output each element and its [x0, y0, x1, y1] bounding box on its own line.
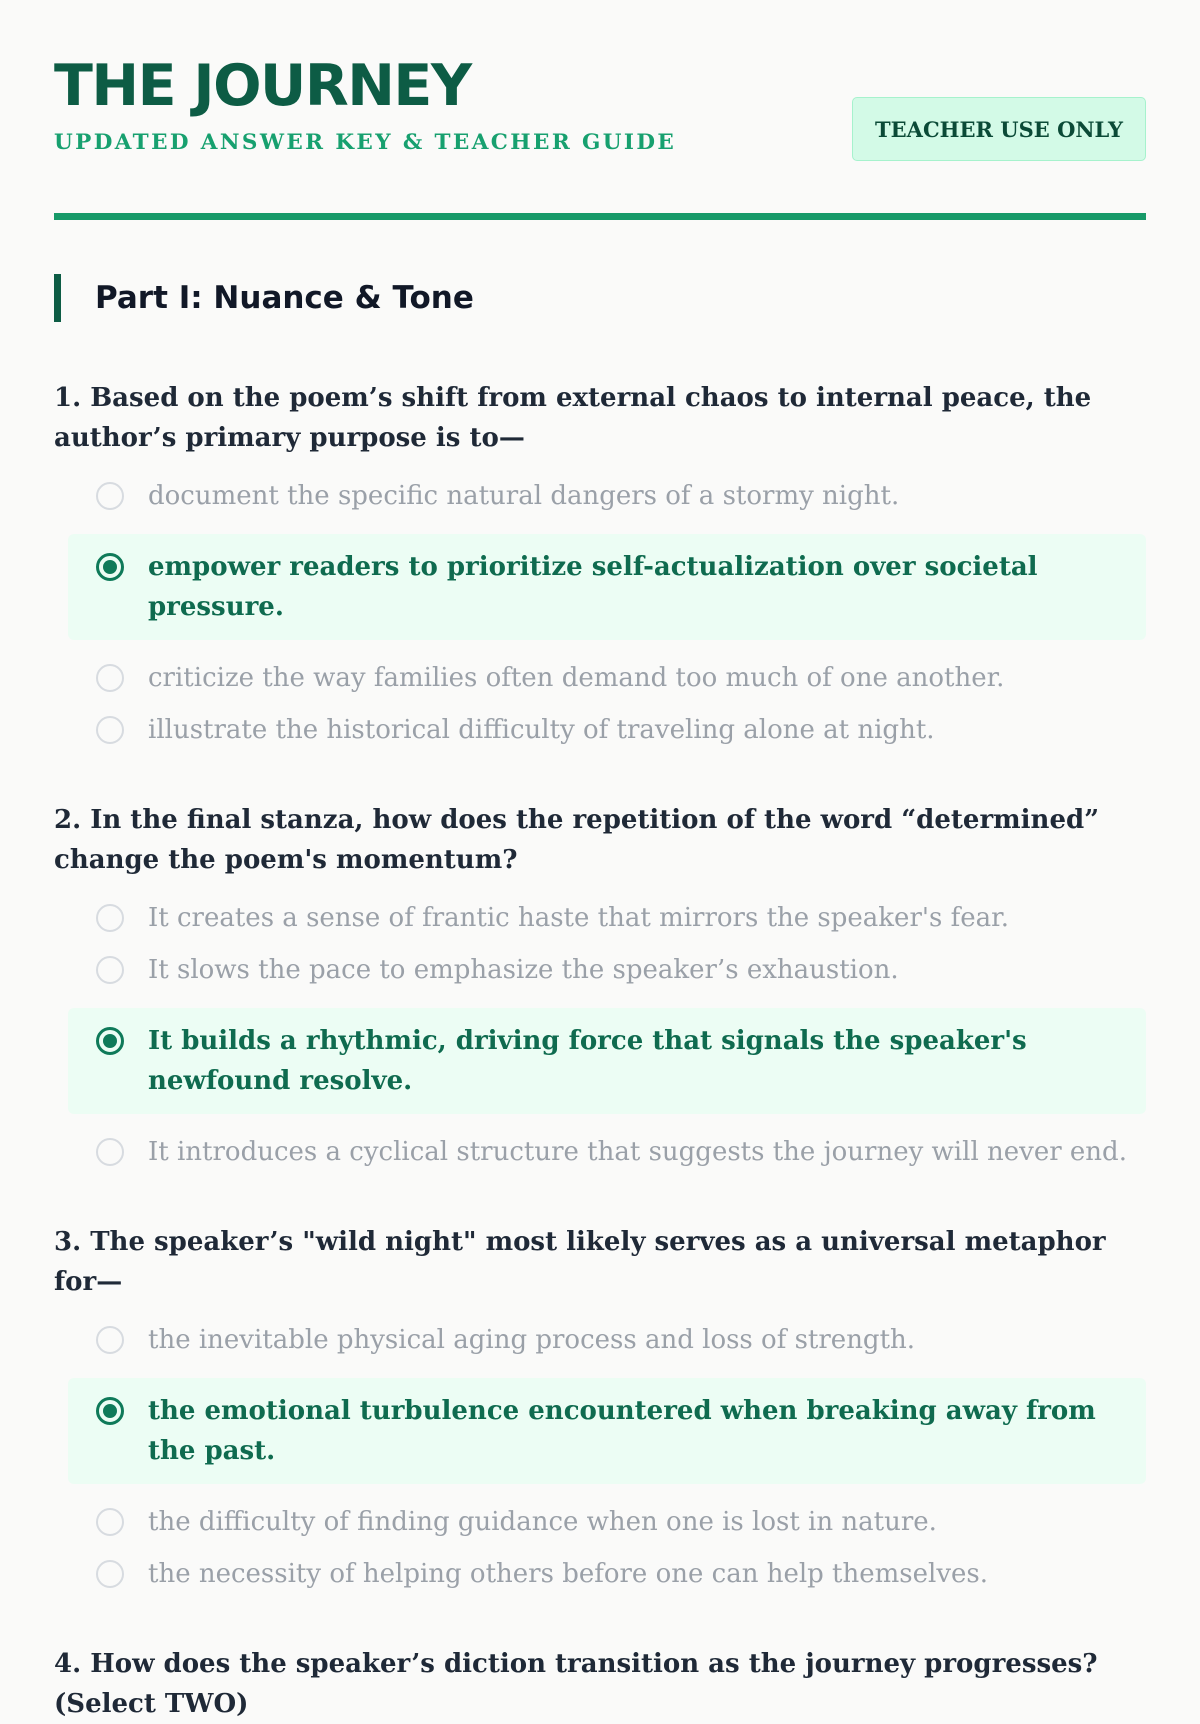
- header-divider: [54, 213, 1146, 220]
- radio-unselected-icon[interactable]: [96, 482, 124, 510]
- answer-option[interactable]: [68, 704, 1146, 756]
- question-text: 3. The speaker’s "wild night" most likely serves as a universal metaphor for—: [54, 1227, 1106, 1297]
- question-3: [54, 1222, 1146, 1600]
- radio-unselected-icon[interactable]: [96, 904, 124, 932]
- radio-unselected-icon[interactable]: [96, 664, 124, 692]
- answer-option[interactable]: [68, 1314, 1146, 1366]
- option-text: the emotional turbulence encountered when breaking away from the past.: [148, 1396, 1096, 1466]
- option-text: It introduces a cyclical structure that suggests the journey will never end.: [148, 1137, 1127, 1167]
- answer-option[interactable]: [68, 1496, 1146, 1548]
- answer-option[interactable]: [68, 944, 1146, 996]
- answer-option-correct[interactable]: [68, 534, 1146, 640]
- teacher-use-badge: TEACHER USE ONLY: [852, 97, 1146, 161]
- question-1: [54, 378, 1146, 756]
- radio-unselected-icon[interactable]: [96, 1326, 124, 1354]
- option-text: document the specific natural dangers of a stormy night.: [148, 481, 900, 511]
- answer-option[interactable]: [68, 892, 1146, 944]
- option-text: criticize the way families often demand too much of one another.: [148, 663, 1005, 693]
- answer-options: [54, 1314, 1146, 1600]
- radio-unselected-icon[interactable]: [96, 716, 124, 744]
- question-2: [54, 800, 1146, 1178]
- radio-selected-icon[interactable]: [96, 1397, 124, 1425]
- answer-option[interactable]: [68, 1548, 1146, 1600]
- option-text: empower readers to prioritize self-actualization over societal pressure.: [148, 552, 1038, 622]
- page-title: THE JOURNEY: [54, 53, 471, 119]
- answer-option-correct[interactable]: [68, 1378, 1146, 1484]
- option-text: It builds a rhythmic, driving force that signals the speaker's newfound resolve.: [148, 1026, 1027, 1096]
- option-text: the difficulty of finding guidance when one is lost in nature.: [148, 1507, 937, 1537]
- option-text: illustrate the historical difficulty of traveling alone at night.: [148, 715, 935, 745]
- page-subtitle: UPDATED ANSWER KEY & TEACHER GUIDE: [54, 130, 677, 155]
- option-text: the necessity of helping others before one can help themselves.: [148, 1559, 989, 1589]
- section-heading: Part I: Nuance & Tone: [54, 274, 1146, 322]
- radio-unselected-icon[interactable]: [96, 1138, 124, 1166]
- question-text: 2. In the final stanza, how does the repetition of the word “determined” change the poem's momentum?: [54, 805, 1100, 875]
- radio-selected-icon[interactable]: [96, 553, 124, 581]
- answer-option-correct[interactable]: [68, 1008, 1146, 1114]
- answer-option[interactable]: [68, 652, 1146, 704]
- radio-selected-icon[interactable]: [96, 1027, 124, 1055]
- answer-option[interactable]: [68, 1126, 1146, 1178]
- option-text: It slows the pace to emphasize the speaker’s exhaustion.: [148, 955, 899, 985]
- question-text: 1. Based on the poem’s shift from external chaos to internal peace, the author’s primary purpose is to—: [54, 383, 1092, 453]
- question-4: [54, 1644, 1146, 1724]
- answer-options: [54, 892, 1146, 1178]
- option-text: the inevitable physical aging process and loss of strength.: [148, 1325, 916, 1355]
- page-header: [54, 0, 1146, 220]
- question-text: 4. How does the speaker’s diction transition as the journey progresses? (Select TWO): [54, 1649, 1098, 1719]
- radio-unselected-icon[interactable]: [96, 956, 124, 984]
- radio-unselected-icon[interactable]: [96, 1560, 124, 1588]
- radio-unselected-icon[interactable]: [96, 1508, 124, 1536]
- answer-option[interactable]: [68, 470, 1146, 522]
- option-text: It creates a sense of frantic haste that mirrors the speaker's fear.: [148, 903, 1009, 933]
- answer-options: [54, 470, 1146, 756]
